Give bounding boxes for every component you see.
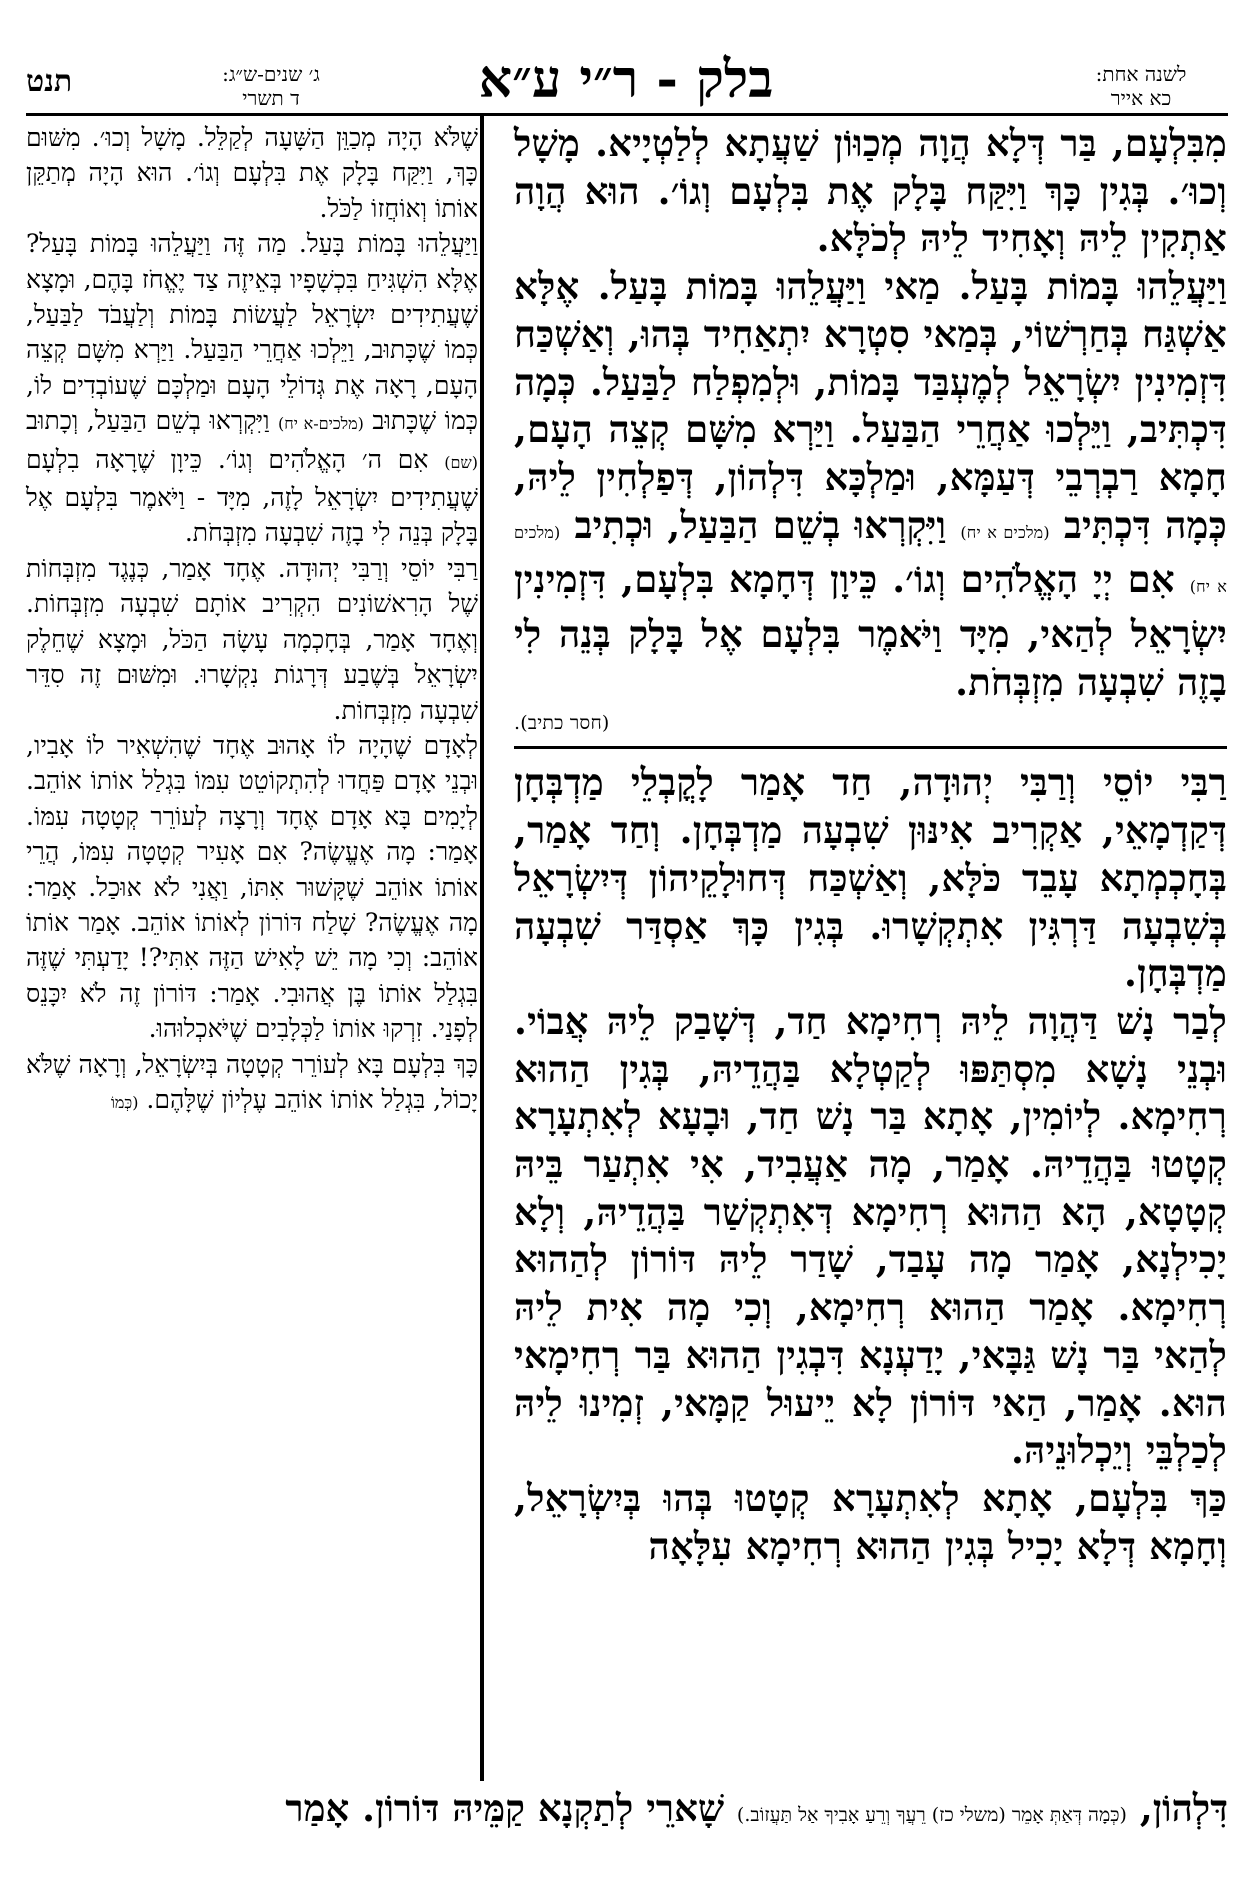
- side-paragraph-2: [26, 226, 478, 551]
- column-divider: [480, 116, 484, 1781]
- missing-word-note: (חסר כתיב).: [514, 712, 610, 735]
- page-title: בלק - ר״י ע״א: [478, 49, 774, 110]
- side-paragraph-5-text: כָּךְ בִּלְעָם בָּא לְעוֹרֵר קְטָטָה בְּיִשְׂרָאֵל, וְרָאָה שֶׁלֹּא יָכוֹל, בִּגְלַל אוֹתוֹ אוֹהֵב עֶלְיוֹן שֶׁלָּהֶם.: [26, 1049, 478, 1114]
- main-reference-1: (מלכים א יח): [960, 522, 1050, 542]
- main-paragraph-5: כַּךְ בִּלְעָם, אָתָא לְאִתְעָרָא קְטָטוּ בְּהוּ בְּיִשְׂרָאֵל, וְחָמָא דְּלָא יָכִיל בְּגִין הַהוּא רְחִימָא עִלָּאָה: [514, 1475, 1227, 1568]
- bottom-continuation-line: [26, 1784, 1228, 1839]
- one-year-cycle-date: כא אייר: [1110, 86, 1172, 110]
- side-paragraph-2-text-a: וַיַּעֲלֵהוּ בָּמוֹת בָּעַל. מַה זֶּה וַיַּעֲלֵהוּ בָּמוֹת בָּעַל? אֶלָּא הִשְׁגִּיחַ בִּכְשָׁפָיו בְּאֵיזֶה צַד יֶאֱחֹז בָּהֶם, וּמָצָא שֶׁעֲתִידִים יִשְׂרָאֵל לַעֲשׂוֹת בָּמוֹת וְלַעֲבֹד לַבַּעַל, כְּמוֹ שֶׁכָּתוּב, וַיֵּלְכוּ אַחֲרֵי הַבַּעַל. וַיַּרְא מִשָּׁם קְצֵה הָעָם, רָאָה אֶת גְּדוֹלֵי הָעָם וּמַלְכָּם שֶׁעוֹבְדִים לוֹ, כְּמוֹ שֶׁכָּתוּב: [26, 229, 478, 436]
- side-reference-2: (שם): [444, 452, 478, 472]
- side-reference-1: (מלכים-א יח): [278, 414, 364, 434]
- bottom-aside-quote: (כְּמָה דְּאַתְּ אָמֵר (משלי כז) רֵעֲךָ וְרֵעַ אָבִיךָ אַל תַּעֲזוֹב.): [736, 1804, 1127, 1826]
- section-rule: [514, 746, 1227, 749]
- hebrew-translation-column: [26, 120, 478, 1120]
- header-rule: [26, 113, 1228, 116]
- main-aramaic-column: [514, 120, 1227, 1570]
- main-paragraph-2-text-a: וַיַּעֲלֵהוּ בָּמוֹת בָּעַל. מַאי וַיַּעֲלֵהוּ בָּמוֹת בָּעַל. אֶלָּא אַשְׁגַּח בְּחַרְשׁוֹי, בְּמַאי סִטְרָא יִתְאַחִיד בְּהוּ, וְאַשְׁכַּח דִּזְמִינִין יִשְׂרָאֵל לְמֶעְבַּד בָּמוֹת, וּלְמִפְלַח לַבַּעַל. כְּמָה דִּכְתִּיב, וַיֵּלְכוּ אַחֲרֵי הַבַּעַל. וַיַּרְא מִשָּׁם קְצֵה הָעָם, חָמָא רַבְרְבֵי דְּעַמָּא, וּמַלְכָּא דִּלְהוֹן, דְּפַלְחִין לֵיהּ, כְּמָה דִּכְתִּיב: [514, 264, 1227, 547]
- one-year-cycle-label: לשנה אחת:: [1095, 62, 1187, 86]
- side-paragraph-5: [26, 1047, 478, 1121]
- main-paragraph-2: [514, 263, 1227, 706]
- main-paragraph-2-text-b: וַיִּקְרְאוּ בְשֵׁם הַבַּעַל, וּכְתִיב: [574, 502, 947, 547]
- side-paragraph-4: לְאָדָם שֶׁהָיָה לוֹ אָהוּב אֶחָד שֶׁהִשְׁאִיר לוֹ אָבִיו, וּבְנֵי אָדָם פַּחֲדוּ לְהִתְקוֹטֵט עִמּוֹ בִּגְלַל אוֹתוֹ אוֹהֵב. לְיָמִים בָּא אָדָם אֶחָד וְרָצָה לְעוֹרֵר קְטָטָה עִמּוֹ. אָמַר: מָה אֶעֱשֶׂה? אִם אָעִיר קְטָטָה עִמּוֹ, הֲרֵי אוֹתוֹ אוֹהֵב שֶׁקָּשׁוּר אִתּוֹ, וַאֲנִי לֹא אוּכַל. אָמַר: מָה אֶעֱשֶׂה? שָׁלַח דּוֹרוֹן לְאוֹתוֹ אוֹהֵב. אָמַר אוֹתוֹ אוֹהֵב: וְכִי מָה יֵשׁ לָאִישׁ הַזֶּה אִתִּי?! יָדַעְתִּי שֶׁזֶּה בִּגְלַל אוֹתוֹ בֶּן אֲהוּבִי. אָמַר: דּוֹרוֹן זֶה לֹא יִכָּנֵס לְפָנַי. זִרְקוּ אוֹתוֹ לַכְּלָבִים שֶׁיֹּאכְלוּהוּ.: [26, 730, 478, 1044]
- main-paragraph-4: לְבַר נָשׁ דַּהֲוָה לֵיהּ רְחִימָא חַד, דְּשָׁבַק לֵיהּ אֲבוֹי. וּבְנֵי נָשָׁא מִסְתַּפּוּ לְקַטְלָא בַּהֲדֵיהּ, בְּגִין הַהוּא רְחִימָא. לְיוֹמִין, אָתָא בַּר נָשׁ חַד, וּבָעָא לְאִתְעָרָא קְטָטוּ בַּהֲדֵיהּ. אָמַר, מָה אַעֲבִיד, אִי אִתְעַר בֵּיהּ קְטָטָא, הָא הַהוּא רְחִימָא דְּאִתְקְשַׁר בַּהֲדֵיהּ, וְלָא יָכִילְנָא, אָמַר מָה עָבַד, שָׁדַר לֵיהּ דּוֹרוֹן לְהַהוּא רְחִימָא. אָמַר הַהוּא רְחִימָא, וְכִי מָה אִית לֵיהּ לְהַאי בַּר נָשׁ גַּבָּאי, יָדַעְנָא דִּבְגִין הַהוּא בַּר רְחִימָאי הוּא. אָמַר, הַאי דּוֹרוֹן לָא יֵיעוּל קַמָּאי, זְמִינוּ לֵיהּ לְכַלְבֵּי וְיֵכְלוּנֵיהּ.: [514, 998, 1227, 1473]
- bottom-tail-text: שָׁארֵי לְתַקְנָא קַמֵּיהּ דּוֹרוֹן. אָמַר: [285, 1786, 725, 1830]
- three-year-cycle-label: ג׳ שנים-ש״ג:: [222, 62, 320, 86]
- side-trailing-note: (כְּמוֹ: [110, 1092, 139, 1112]
- side-paragraph-3: רַבִּי יוֹסֵי וְרַבִּי יְהוּדָה. אֶחָד אָמַר, כְּנֶגֶד מִזְבְּחוֹת שֶׁל הָרִאשׁוֹנִים הִקְרִיב אוֹתָם שִׁבְעָה מִזְבְּחוֹת. וְאֶחָד אָמַר, בְּחָכְמָה עָשָׂה הַכֹּל, וּמָצָא שֶׁחֵלֶק יִשְׂרָאֵל בְּשֶׁבַע דְּרָגוֹת נִקְשָׁרוּ. וּמִשּׁוּם זֶה סִדֵּר שִׁבְעָה מִזְבְּחוֹת.: [26, 553, 478, 725]
- main-paragraph-1: מִבִּלְעָם, בַּר דְּלָא הֲוָה מְכַוּוֹן שַׁעֲתָא לְלַטְיָיא. מָשָׁל וְכוּ׳. בְּגִין כָּךְ וַיִּקַּח בָּלָק אֶת בִּלְעָם וְגוֹ׳. הוּא הֲוָה אַתְקִין לֵיהּ וְאָחִיד לֵיהּ לְכֹלָּא.: [514, 121, 1227, 261]
- page-number: תנט: [26, 64, 73, 99]
- main-paragraph-3: רַבִּי יוֹסֵי וְרַבִּי יְהוּדָה, חַד אָמַר לָקֳבְלֵי מַדְבְּחָן דְּקַדְמָאֵי, אַקְרִיב אִינּוּן שִׁבְעָה מַדְבְּחָן. וְחַד אָמַר, בְּחָכְמְתָא עָבֵד כֹּלָּא, וְאַשְׁכַּח דְּחוּלָקֵיהוֹן דְּיִשְׂרָאֵל בְּשִׁבְעָה דַּרְגִּין אִתְקְשָׁרוּ. בְּגִין כָּךְ אַסְדַּר שִׁבְעָה מַדְבְּחָן.: [514, 760, 1227, 996]
- bottom-lead-text: דִּלְהוֹן,: [1139, 1786, 1228, 1830]
- side-paragraph-2-text-c: אִם ה׳ הָאֱלֹהִים וְגוֹ׳. כֵּיוָן שֶׁרָאָה בִלְעָם שֶׁעֲתִידִים יִשְׂרָאֵל לָזֶה, מִיָּד - וַיֹּאמֶר בִּלְעָם אֶל בָּלָק בְּנֵה לִי בָזֶה שִׁבְעָה מִזְבְּחֹת.: [26, 444, 478, 548]
- page-header: [26, 50, 1226, 110]
- side-paragraph-2-text-b: וַיִּקְרְאוּ בְשֵׁם הַבַּעַל, וְכָתוּב: [26, 406, 270, 436]
- one-year-cycle: [1056, 62, 1226, 110]
- main-paragraph-2-text-c: אִם יְיָ הָאֱלֹהִים וְגוֹ׳. כֵּיוָן דְּחָמָא בִּלְעָם, דִּזְמִינִין יִשְׂרָאֵל לְהַאי, מִיָּד וַיֹּאמֶר בִּלְעָם אֶל בָּלָק בְּנֵה לִי בָזֶה שִׁבְעָה מִזְבְּחֹת.: [514, 557, 1227, 704]
- side-paragraph-1: שֶׁלֹּא הָיָה מְכַוֵּן הַשָּׁעָה לְקַלֵּל. מָשָׁל וְכוּ׳. מִשּׁוּם כָּךְ, וַיִּקַּח בָּלָק אֶת בִּלְעָם וְגוֹ׳. הוּא הָיָה מְתַקֵּן אוֹתוֹ וְאוֹחֲזוֹ לַכֹּל.: [26, 123, 478, 223]
- main-reference-2: (מלכים א יח): [514, 522, 1227, 597]
- three-year-cycle-date: ד תשרי: [242, 86, 300, 110]
